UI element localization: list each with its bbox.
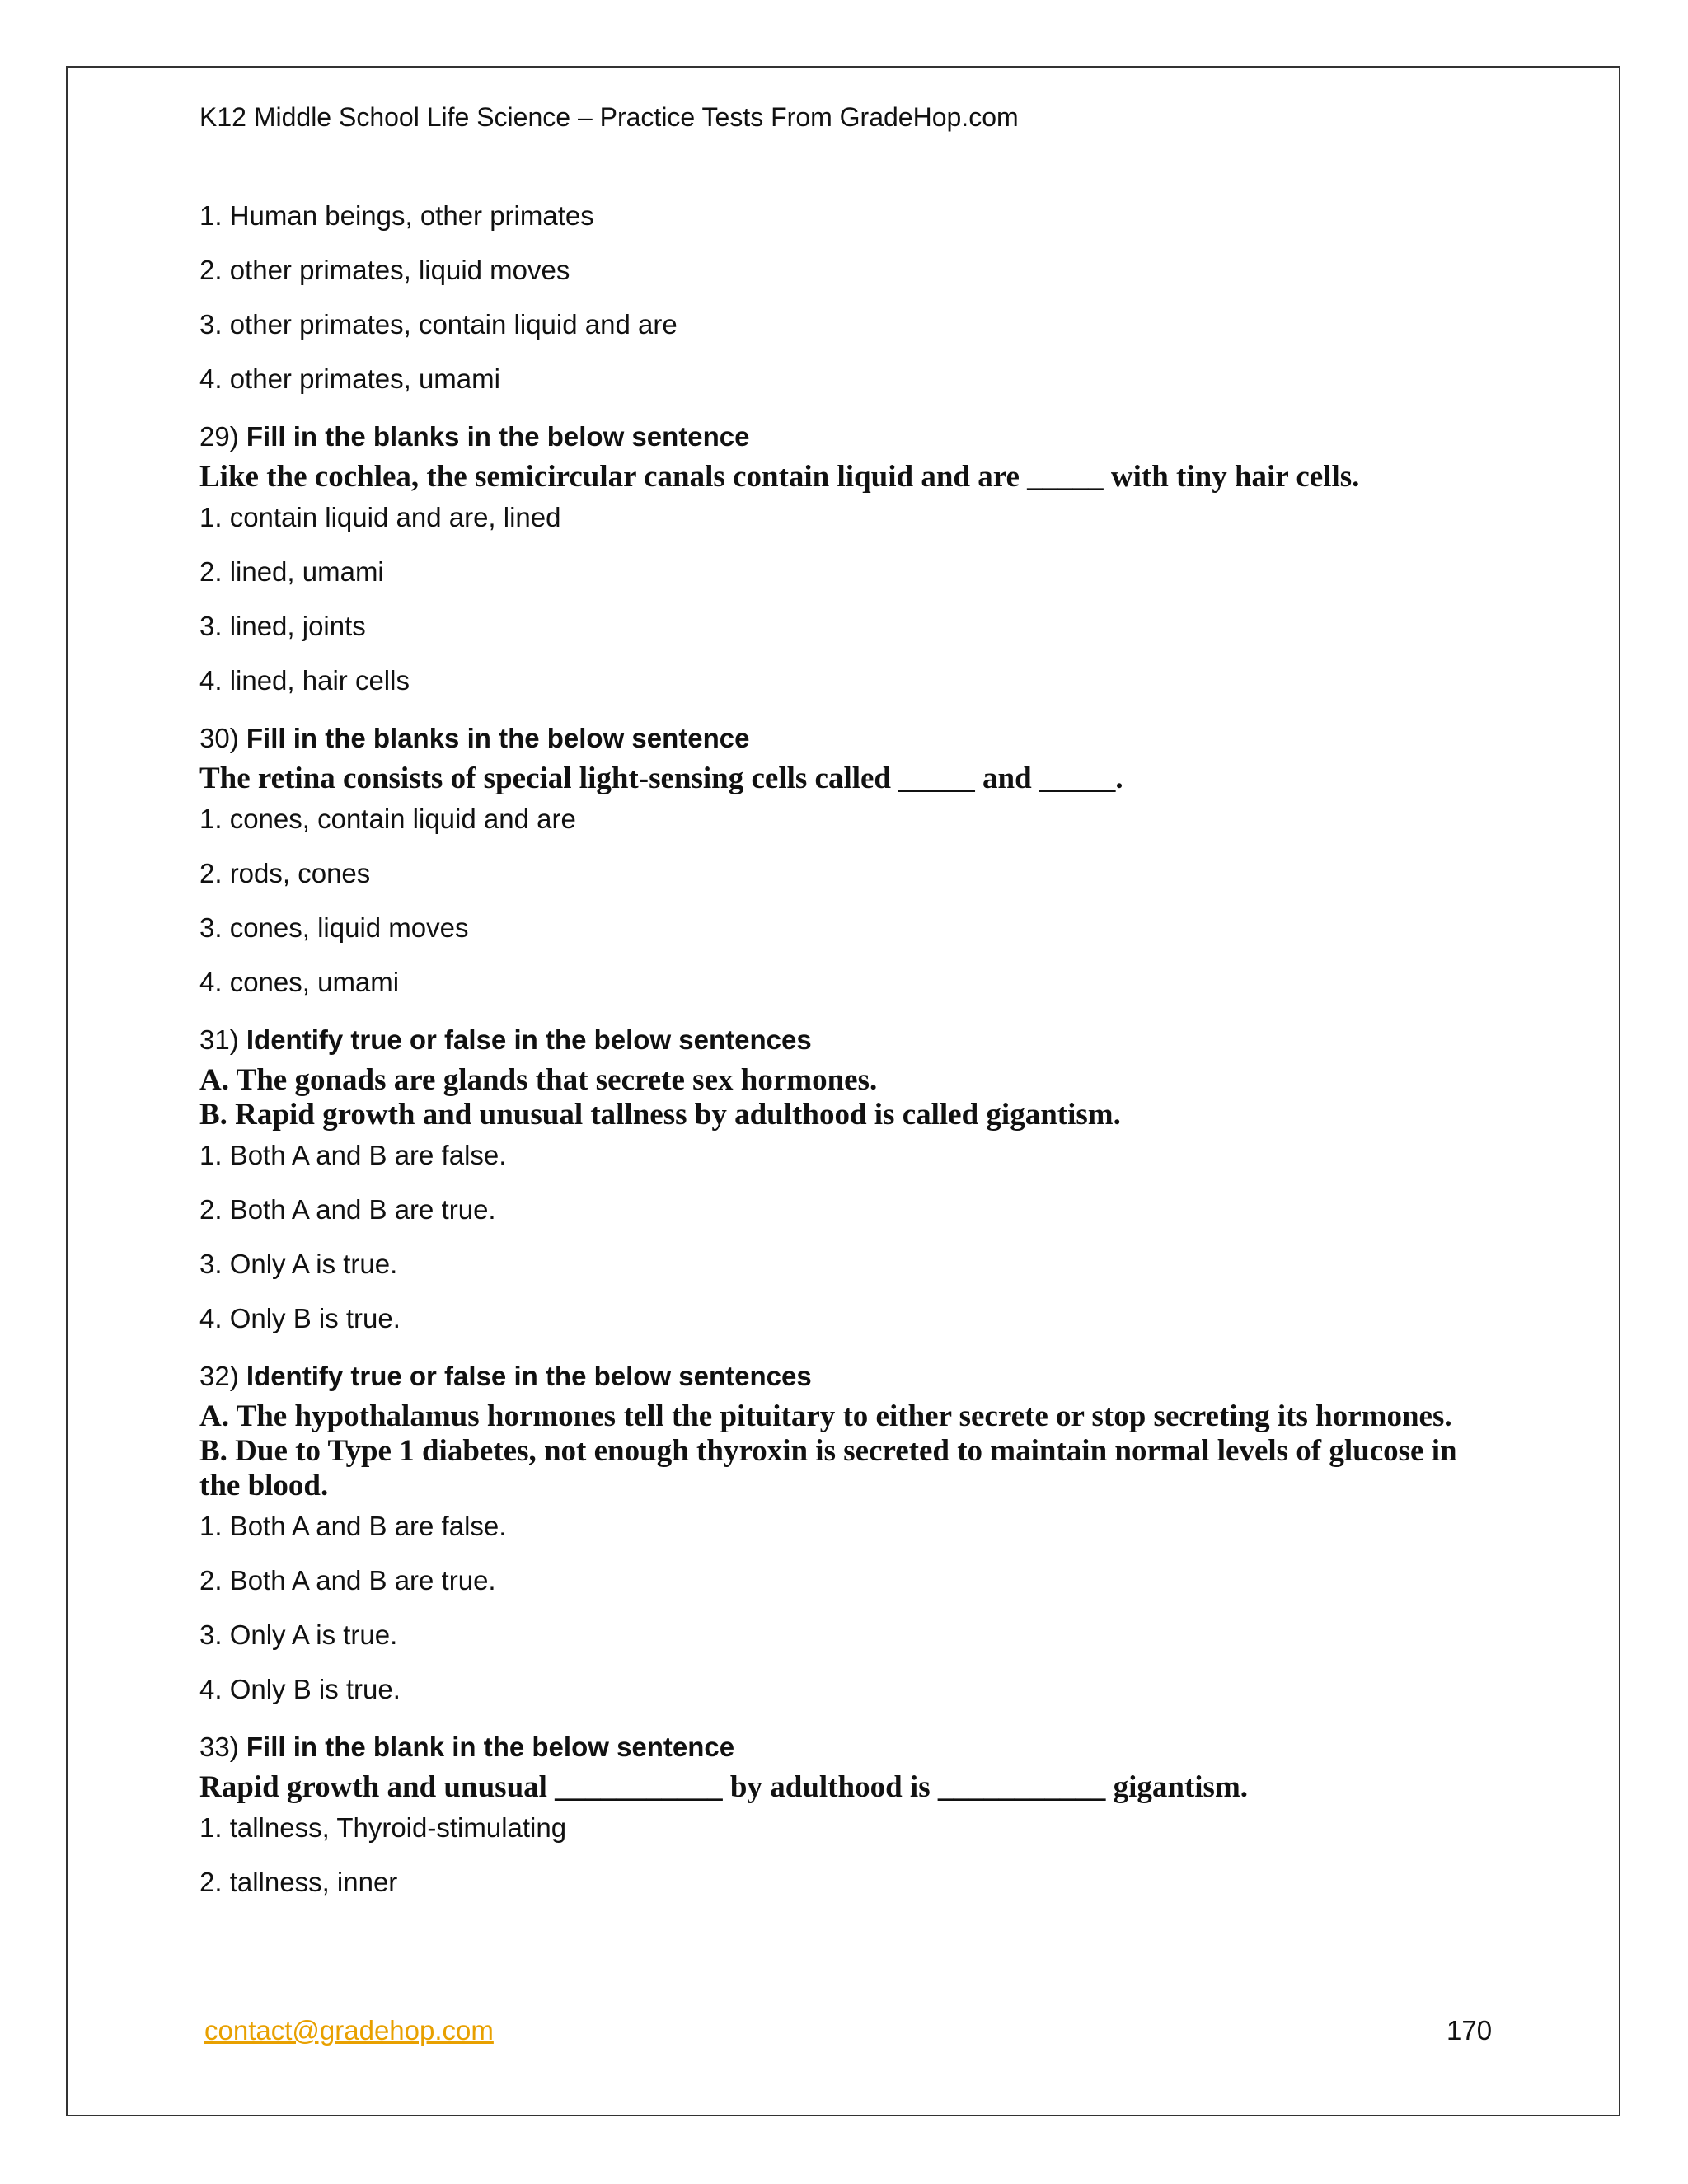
answer-option: 1. tallness, Thyroid-stimulating xyxy=(199,1812,567,1843)
answer-option: 2. Both A and B are true. xyxy=(199,1194,496,1225)
answer-option: 2. rods, cones xyxy=(199,858,371,888)
answer-option: 4. Only B is true. xyxy=(199,1674,401,1704)
answer-option: 2. other primates, liquid moves xyxy=(199,255,570,285)
question-instruction: Identify true or false in the below sentences xyxy=(246,1361,812,1391)
answer-option: 2. Both A and B are true. xyxy=(199,1565,496,1596)
answer-option: 3. other primates, contain liquid and are xyxy=(199,309,678,340)
page-number: 170 xyxy=(1447,2015,1493,2046)
answer-option: 2. lined, umami xyxy=(199,556,384,587)
page-content xyxy=(199,198,1485,1919)
stem-line: The retina consists of special light-sensing cells called _____ and _____. xyxy=(199,762,1123,795)
question-heading xyxy=(199,1358,1485,1394)
answer-option: 4. cones, umami xyxy=(199,967,400,997)
answer-option: 3. lined, joints xyxy=(199,611,366,641)
stem-line: Like the cochlea, the semicircular canals contain liquid and are _____ with tiny hair cells. xyxy=(199,460,1360,494)
question-instruction: Fill in the blank in the below sentence xyxy=(246,1732,735,1762)
stem-line: A. The hypothalamus hormones tell the pituitary to either secrete or stop secreting its hormones. xyxy=(199,1399,1452,1433)
answer-option: 4. lined, hair cells xyxy=(199,665,410,696)
question-instruction: Fill in the blanks in the below sentence xyxy=(246,723,750,753)
answer-option: 1. contain liquid and are, lined xyxy=(199,502,561,532)
question-stem xyxy=(199,1770,1485,1805)
page-header: K12 Middle School Life Science – Practice Tests From GradeHop.com xyxy=(199,102,1019,132)
question-instruction: Fill in the blanks in the below sentence xyxy=(246,421,750,452)
question-heading xyxy=(199,1022,1485,1058)
answer-option: 4. Only B is true. xyxy=(199,1303,401,1333)
contact-email-link[interactable]: contact@gradehop.com xyxy=(204,2015,494,2046)
question-heading xyxy=(199,419,1485,455)
answer-option: 1. Both A and B are false. xyxy=(199,1140,507,1170)
leading-options xyxy=(199,198,1485,415)
question-stem xyxy=(199,1399,1485,1503)
answer-option: 1. Human beings, other primates xyxy=(199,200,594,231)
answer-option: 3. cones, liquid moves xyxy=(199,912,469,943)
answer-option: 1. cones, contain liquid and are xyxy=(199,804,576,834)
answer-option: 1. Both A and B are false. xyxy=(199,1511,507,1541)
question-number: 33) xyxy=(199,1732,239,1762)
stem-line: B. Rapid growth and unusual tallness by adulthood is called gigantism. xyxy=(199,1098,1121,1132)
answer-option: 2. tallness, inner xyxy=(199,1867,398,1897)
question-number: 29) xyxy=(199,421,239,452)
question-30 xyxy=(199,720,1485,1019)
answer-option: 3. Only A is true. xyxy=(199,1619,398,1650)
question-stem xyxy=(199,1063,1485,1132)
question-31 xyxy=(199,1022,1485,1355)
question-stem xyxy=(199,762,1485,796)
question-heading xyxy=(199,720,1485,757)
question-number: 30) xyxy=(199,723,239,753)
question-heading xyxy=(199,1729,1485,1765)
question-stem xyxy=(199,460,1485,494)
stem-line: Rapid growth and unusual ___________ by adulthood is ___________ gigantism. xyxy=(199,1770,1249,1804)
question-number: 32) xyxy=(199,1361,239,1391)
question-32 xyxy=(199,1358,1485,1726)
question-instruction: Identify true or false in the below sentences xyxy=(246,1024,812,1055)
answer-option: 3. Only A is true. xyxy=(199,1249,398,1279)
question-29 xyxy=(199,419,1485,717)
question-33 xyxy=(199,1729,1485,1919)
question-number: 31) xyxy=(199,1024,239,1055)
answer-option: 4. other primates, umami xyxy=(199,363,500,394)
stem-line: B. Due to Type 1 diabetes, not enough thyroxin is secreted to maintain normal levels of glucose in xyxy=(199,1434,1457,1468)
stem-line: the blood. xyxy=(199,1469,329,1502)
stem-line: A. The gonads are glands that secrete sex hormones. xyxy=(199,1063,878,1097)
